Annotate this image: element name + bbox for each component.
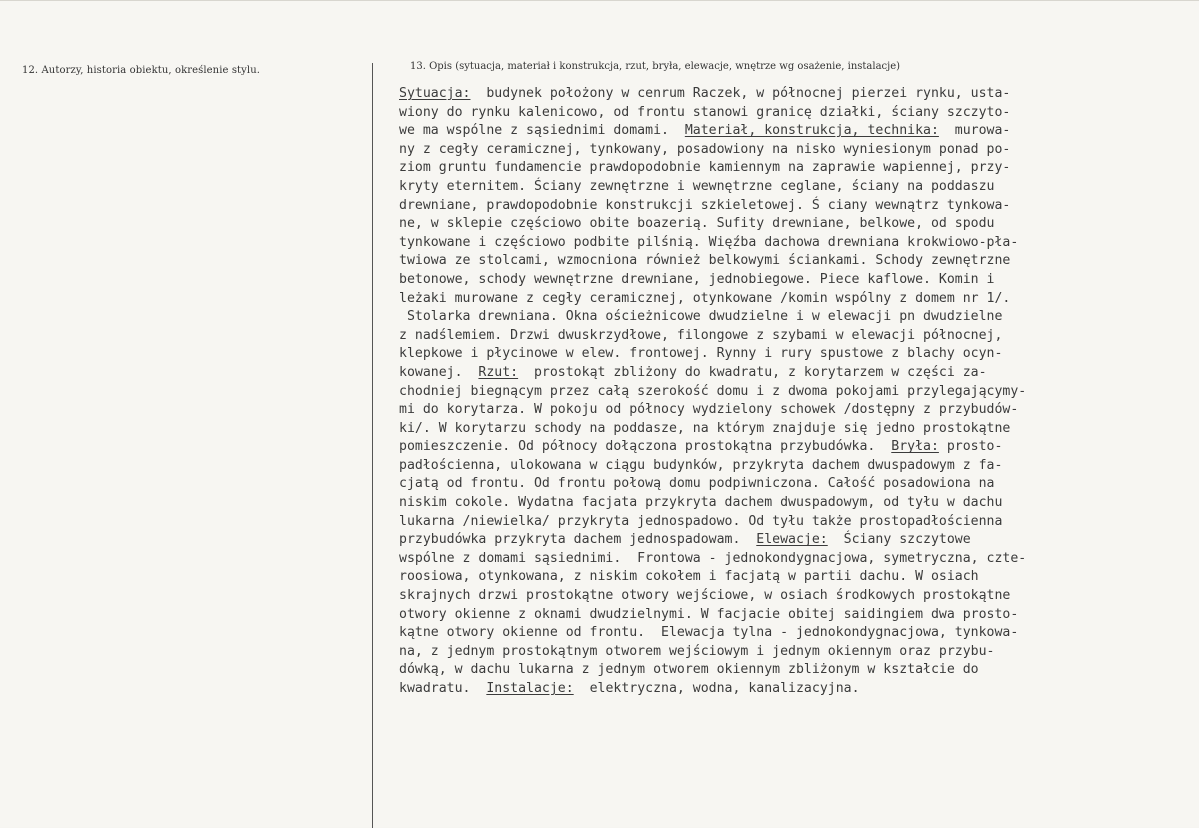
description-text: wspólne z domami sąsiednimi. Frontowa - jednokondygnacjowa, symetryczna, czte-	[399, 550, 1027, 566]
description-text: Stolarka drewniana. Okna ościeżnicowe dwudzielne i w elewacji pn dwudzielne	[399, 309, 1003, 325]
description-text: kątne otwory okienne od frontu. Elewacja tylna - jednokondygnacjowa, tynkowa-	[399, 625, 1019, 641]
description-line	[399, 568, 1191, 587]
description-line	[399, 308, 1191, 327]
description-text: kryty eternitem. Ściany zewnętrzne i wewnętrzne ceglane, ściany na poddaszu	[399, 178, 995, 194]
description-line	[399, 345, 1191, 364]
description-line	[399, 513, 1191, 532]
description-text: wiony do rynku kalenicowo, od frontu stanowi granicę działki, ściany szczyto-	[399, 104, 1011, 120]
description-line	[399, 290, 1191, 309]
description-text: tynkowane i częściowo podbite pilśnią. Więźba dachowa drewniana krokwiowo-pła-	[399, 234, 1019, 250]
description-line	[399, 680, 1191, 699]
description-line	[399, 531, 1191, 550]
section-label: Instalacje:	[486, 681, 574, 696]
description-text: chodniej biegnącym przez całą szerokość domu i z dwoma pokojami przylegającymy-	[399, 383, 1027, 399]
description-text: ny z cegły ceramicznej, tynkowany, posadowiony na nisko wyniesionym ponad po-	[399, 141, 1011, 157]
description-text: betonowe, schody wewnętrzne drewniane, jednobiegowe. Piece kaflowe. Komin i	[399, 271, 995, 287]
description-text: twiowa ze stolcami, wzmocniona również belkowymi ściankami. Schody zewnętrzne	[399, 253, 1011, 269]
description-line	[399, 197, 1191, 216]
description-text: przybudówka przykryta dachem jednospadowam.	[399, 532, 757, 548]
description-line	[399, 252, 1191, 271]
section-label: Sytuacja:	[399, 86, 471, 101]
description-text: kowanej.	[399, 364, 479, 380]
description-line	[399, 401, 1191, 420]
description-line	[399, 178, 1191, 197]
description-text: kwadratu.	[399, 681, 487, 696]
description-text: drewniane, prawdopodobnie konstrukcji szkieletowej. Ś ciany wewnątrz tynkowa-	[399, 197, 1011, 213]
description-text: niskim cokole. Wydatna facjata przykryta dachem dwuspadowym, od tyłu w dachu	[399, 495, 1003, 511]
description-text: ziom gruntu fundamencie prawdopodobnie kamiennym na zaprawie wapiennej, przy-	[399, 160, 1011, 176]
description-text: na, z jednym prostokątnym otworem wejściowym i jednym okiennym oraz przybu-	[399, 643, 995, 659]
description-text: leżaki murowane z cegły ceramicznej, otynkowane /komin wspólny z domem nr 1/.	[399, 290, 1011, 306]
section-12-heading: 12. Autorzy, historia obiektu, określenie stylu.	[22, 65, 261, 76]
description-text: murowa-	[938, 123, 1011, 139]
description-line	[399, 383, 1191, 402]
description-line	[399, 215, 1191, 234]
description-text: mi do korytarza. W pokoju od północy wydzielony schowek /dostępny z przybudów-	[399, 402, 1019, 418]
column-divider	[372, 63, 373, 828]
description-line	[399, 624, 1191, 643]
description-line	[399, 122, 1191, 141]
description-text: pomieszczenie. Od północy dołączona prostokątna przybudówka.	[399, 439, 892, 455]
section-label: Rzut:	[478, 364, 519, 380]
description-line	[399, 141, 1191, 160]
description-text: roosiowa, otynkowana, z niskim cokołem i facjatą w partii dachu. W osiach	[399, 569, 979, 585]
description-line	[399, 606, 1191, 625]
description-text: dówką, w dachu lukarna z jednym otworem okiennym zbliżonym w kształcie do	[399, 662, 979, 678]
description-line	[399, 550, 1191, 569]
section-label: Bryła:	[891, 439, 939, 455]
description-line	[399, 475, 1191, 494]
description-text: elektryczna, wodna, kanalizacyjna.	[573, 681, 860, 696]
description-line	[399, 104, 1191, 123]
description-line	[399, 364, 1191, 383]
section-13-heading: 13. Opis (sytuacja, materiał i konstrukcja, rzut, bryła, elewacje, wnętrze wg osażenie, instalacje)	[410, 61, 901, 72]
description-line	[399, 661, 1191, 680]
description-text: z nadślemiem. Drzwi dwuskrzydłowe, filongowe z szybami w elewacji północnej,	[399, 327, 1003, 343]
description-text: cjatą od frontu. Od frontu połową domu podpiwniczona. Całość posadowiona na	[399, 476, 995, 492]
description-text: prosto-	[938, 439, 1003, 455]
description-line	[399, 159, 1191, 178]
section-label: Materiał, konstrukcja, technika:	[684, 123, 939, 139]
description-line	[399, 494, 1191, 513]
description-text: lukarna /niewielka/ przykryta jednospadowo. Od tyłu także prostopadłościenna	[399, 513, 1003, 529]
description-text: klepkowe i płycinowe w elew. frontowej. Rynny i rury spustowe z blachy ocyn-	[399, 346, 1003, 362]
description-text: Ściany szczytowe	[827, 532, 971, 548]
description-text: ki/. W korytarzu schody na poddasze, na którym znajduje się jedno prostokątne	[399, 420, 1011, 436]
description-text: budynek położony w cenrum Raczek, w północnej pierzei rynku, usta-	[470, 86, 1011, 101]
typewritten-description	[399, 85, 1191, 699]
description-text: prostokąt zbliżony do kwadratu, z korytarzem w części za-	[518, 364, 987, 380]
description-line	[399, 234, 1191, 253]
description-line	[399, 438, 1191, 457]
description-line	[399, 643, 1191, 662]
description-line	[399, 587, 1191, 606]
description-line	[399, 420, 1191, 439]
description-line	[399, 457, 1191, 476]
description-text: ne, w sklepie częściowo obite boazerią. Sufity drewniane, belkowe, od spodu	[399, 216, 995, 232]
description-line	[399, 271, 1191, 290]
description-text: otwory okienne z oknami dwudzielnymi. W facjacie obitej saidingiem dwa prosto-	[399, 606, 1019, 622]
description-text: skrajnych drzwi prostokątne otwory wejściowe, w osiach środkowych prostokątne	[399, 588, 1011, 604]
description-text: padłościenna, ulokowana w ciągu budynków, przykryta dachem dwuspadowym z fa-	[399, 457, 1003, 473]
description-line	[399, 327, 1191, 346]
description-text: we ma wspólne z sąsiednimi domami.	[399, 123, 685, 139]
section-label: Elewacje:	[756, 532, 828, 548]
description-line	[399, 85, 1191, 104]
